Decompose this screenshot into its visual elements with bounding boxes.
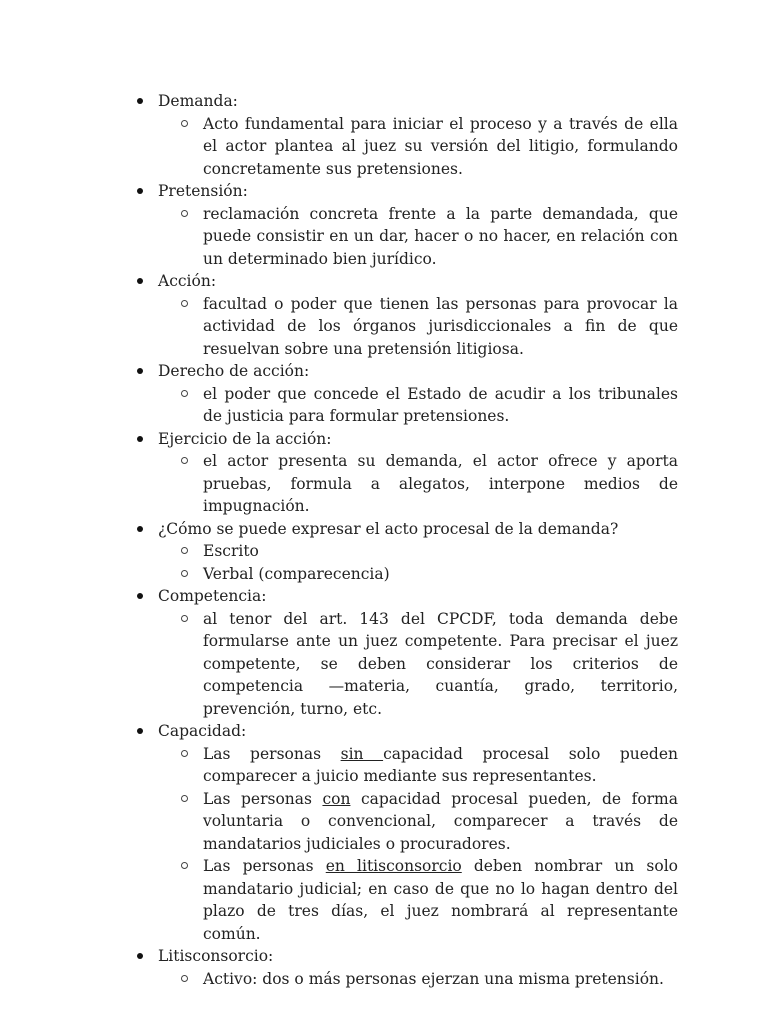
definition-text: Escrito <box>203 542 259 560</box>
list-item-accion <box>0 270 678 360</box>
circle-bullet-icon <box>181 862 188 869</box>
bullet-icon <box>137 728 143 734</box>
text-segment: capacidad procesal pueden, de forma voluntaria o convencional, comparecer a través de mandatarios judiciales o procuradores. <box>203 789 678 853</box>
sub-list-item <box>158 743 678 788</box>
term-label: Ejercicio de la acción: <box>158 429 332 448</box>
term-label: Capacidad: <box>158 722 247 740</box>
list-item-ejercicio-de-la-accion <box>0 428 678 518</box>
list-item-capacidad <box>0 720 678 945</box>
list-item-litisconsorcio <box>0 945 678 990</box>
sub-list <box>158 383 678 428</box>
circle-bullet-icon <box>181 975 188 982</box>
definitions-list <box>0 90 768 990</box>
bullet-icon <box>137 278 143 284</box>
bullet-icon <box>137 953 143 959</box>
text-segment: deben nombrar un solo mandatario judicial; en caso de que no lo hagan dentro del plazo de tres días, el juez nombrará al representante común. <box>203 857 678 943</box>
underlined-term: sin <box>340 744 384 763</box>
sub-list-item <box>158 608 678 721</box>
definition-text: Verbal (comparecencia) <box>203 564 390 583</box>
circle-bullet-icon <box>181 750 188 757</box>
underlined-term: en litisconsorcio <box>325 857 462 875</box>
text-segment: Las personas <box>203 744 341 763</box>
bullet-icon <box>137 526 143 532</box>
circle-bullet-icon <box>181 547 188 554</box>
list-item-pretension <box>0 180 678 270</box>
sub-list <box>158 608 678 721</box>
bullet-icon <box>137 188 143 194</box>
term-label: Derecho de acción: <box>158 362 310 380</box>
text-segment: Las personas <box>203 789 323 808</box>
circle-bullet-icon <box>181 390 188 397</box>
definition-text: al tenor del art. 143 del CPCDF, toda demanda debe formularse ante un juez competente. Para precisar el juez competente, se deben considerar los criterios de competencia —materia, cuantía, grado, territorio, prevención, turno, etc. <box>203 609 678 718</box>
sub-list <box>158 450 678 518</box>
sub-list <box>158 743 678 946</box>
circle-bullet-icon <box>181 570 188 577</box>
term-label: Demanda: <box>158 92 238 110</box>
sub-list <box>158 203 678 271</box>
definition-text: Activo: dos o más personas ejerzan una misma pretensión. <box>203 969 664 988</box>
sub-list-item <box>158 540 678 563</box>
sub-list-item <box>158 855 678 945</box>
sub-list <box>158 113 678 181</box>
circle-bullet-icon <box>181 120 188 127</box>
list-item-demanda <box>0 90 678 180</box>
sub-list <box>158 540 678 585</box>
bullet-icon <box>137 98 143 104</box>
sub-list <box>158 968 678 991</box>
definition-text <box>203 855 678 945</box>
bullet-icon <box>137 368 143 374</box>
circle-bullet-icon <box>181 210 188 217</box>
sub-list-item <box>158 113 678 181</box>
sub-list-item <box>158 563 678 586</box>
sub-list-item <box>158 383 678 428</box>
term-label: Litisconsorcio: <box>158 947 274 965</box>
definition-text: facultad o poder que tienen las personas para provocar la actividad de los órganos jurisdiccionales a fin de que resuelvan sobre una pretensión litigiosa. <box>203 294 678 358</box>
sub-list-item <box>158 450 678 518</box>
list-item-competencia <box>0 585 678 720</box>
definition-text: el actor presenta su demanda, el actor ofrece y aporta pruebas, formula a alegatos, interpone medios de impugnación. <box>203 452 678 515</box>
definition-text <box>203 743 678 788</box>
term-label: ¿Cómo se puede expresar el acto procesal de la demanda? <box>158 519 619 538</box>
circle-bullet-icon <box>181 795 188 802</box>
term-label: Acción: <box>158 272 217 290</box>
text-segment: capacidad procesal solo pueden comparecer a juicio mediante sus representantes. <box>203 744 678 785</box>
definition-text: Acto fundamental para iniciar el proceso y a través de ella el actor plantea al juez su versión del litigio, formulando concretamente sus pretensiones. <box>203 114 678 178</box>
term-label: Competencia: <box>158 587 267 605</box>
sub-list-item <box>158 203 678 271</box>
list-item-como-expresar <box>0 518 678 586</box>
underlined-term: con <box>322 789 351 808</box>
sub-list-item <box>158 788 678 856</box>
definition-text: reclamación concreta frente a la parte demandada, que puede consistir en un dar, hacer o no hacer, en relación con un determinado bien jurídico. <box>203 204 678 268</box>
sub-list-item <box>158 968 678 991</box>
term-label: Pretensión: <box>158 182 248 200</box>
text-segment: Las personas <box>203 857 326 875</box>
list-item-derecho-de-accion <box>0 360 678 428</box>
circle-bullet-icon <box>181 615 188 622</box>
sub-list <box>158 293 678 361</box>
circle-bullet-icon <box>181 457 188 464</box>
bullet-icon <box>137 436 143 442</box>
definition-text: el poder que concede el Estado de acudir a los tribunales de justicia para formular pretensiones. <box>203 384 678 425</box>
sub-list-item <box>158 293 678 361</box>
bullet-icon <box>137 593 143 599</box>
definition-text <box>203 788 678 856</box>
circle-bullet-icon <box>181 300 188 307</box>
